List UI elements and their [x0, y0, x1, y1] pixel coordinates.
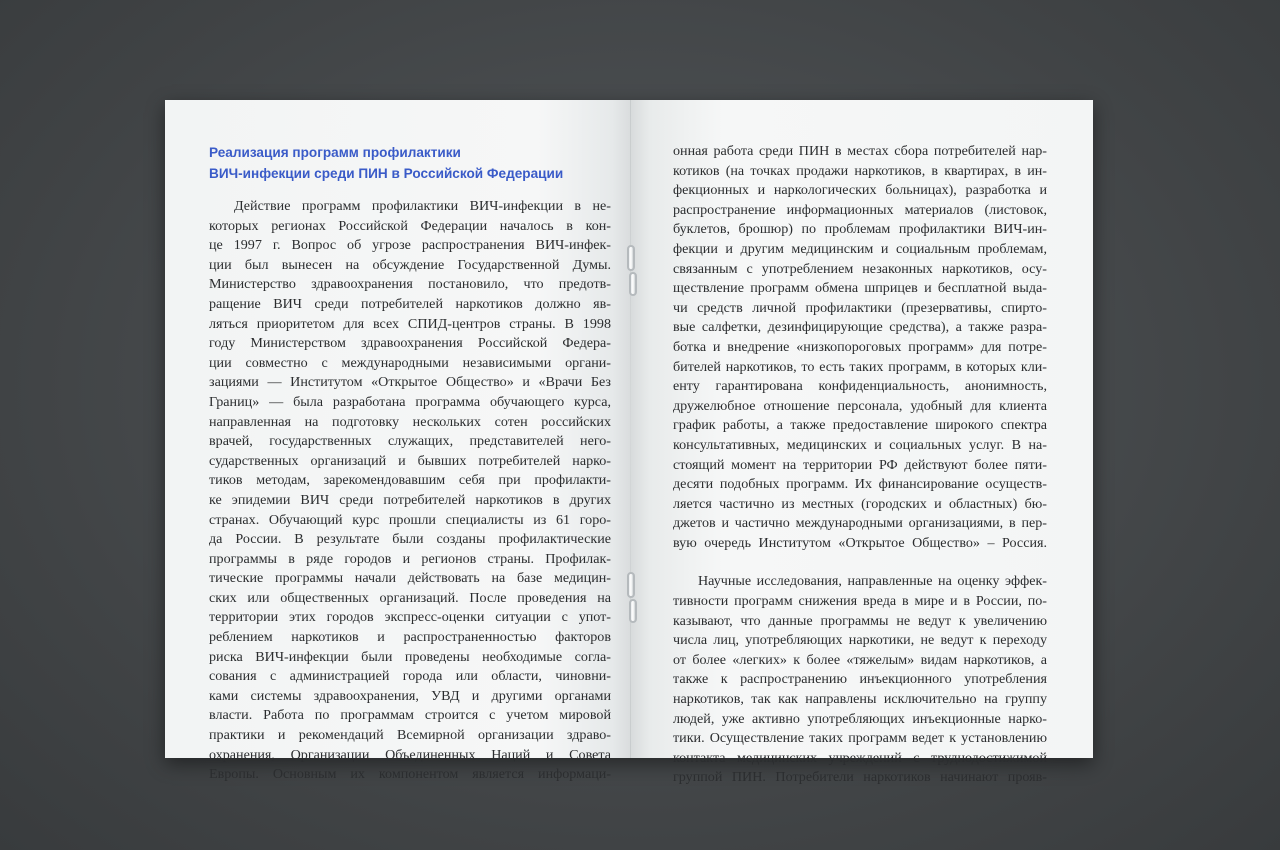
text-line: сования с администрацией города или области, чиновни- — [209, 668, 611, 685]
text-line: также к распространению инъекционного употребления — [673, 671, 1047, 688]
text-line: Границ» — была разработана программа обучающего курса, — [209, 393, 611, 410]
staple-top-upper — [627, 245, 635, 271]
text-line: людей, уже активно употребляющих инъекционные нарко- — [673, 710, 1047, 727]
text-line: ками системы здравоохранения, УВД и другими органами — [209, 687, 611, 704]
text-line: дружелюбное отношение персонала, удобный для клиента — [673, 397, 1047, 414]
text-line: сударственных организаций и бывших потребителей нарко- — [209, 452, 611, 469]
text-line: Министерство здравоохранения постановило, что предотв- — [209, 276, 611, 293]
text-line: распространение информационных материалов (листовок, — [673, 201, 1047, 218]
text-line: году Министерством здравоохранения Российской Федера- — [209, 335, 611, 352]
text-line: чи средств личной профилактики (презервативы, спирто- — [673, 299, 1047, 316]
text-line: практики и рекомендаций Всемирной организации здраво- — [209, 727, 611, 744]
text-line: странах. Обучающий курс прошли специалисты из 61 горо- — [209, 511, 611, 528]
text-line: реблением наркотиков и распространенностью факторов — [209, 629, 611, 646]
text-line: вую очередь Институтом «Открытое Общество» – Россия. — [673, 534, 1047, 551]
text-line: десяти подобных программ. Их финансирование осуществ- — [673, 476, 1047, 493]
text-line: ляется частично из местных (городских и областных) бю- — [673, 495, 1047, 512]
paragraph-gap — [673, 553, 1047, 572]
heading-line-1: Реализация программ профилактики — [209, 145, 461, 160]
text-line: власти. Работа по программам строится с учетом мировой — [209, 707, 611, 724]
text-line: казывают, что данные программы не ведут к увеличению — [673, 612, 1047, 629]
text-line: онная работа среди ПИН в местах сбора потребителей нар- — [673, 143, 1047, 159]
text-line: це 1997 г. Вопрос об угрозе распространения ВИЧ-инфек- — [209, 237, 611, 254]
text-line: риска ВИЧ-инфекции были проведены необходимые согла- — [209, 648, 611, 665]
text-line: Европы. Основным их компонентом является информаци- — [209, 766, 611, 783]
text-line: котиков (на точках продажи наркотиков, в квартирах, в ин- — [673, 162, 1047, 179]
left-page — [165, 100, 631, 783]
text-line: ции совместно с международными независимыми органи- — [209, 354, 611, 371]
text-line: стоящий момент на территории РФ действуют более пяти- — [673, 456, 1047, 473]
text-line: направленная на подготовку нескольких сотен российских — [209, 413, 611, 430]
text-line: джетов и частично международными организациями, в пер- — [673, 515, 1047, 532]
text-line: тические программы начали действовать на базе медицин- — [209, 570, 611, 587]
text-line: тиков методам, зарекомендовавшим себя при профилакти- — [209, 472, 611, 489]
text-line: буклетов, брошюр) по проблемам профилактики ВИЧ-ин- — [673, 221, 1047, 238]
text-line: охранения, Организации Объединенных Наций и Совета — [209, 746, 611, 763]
text-line: фекции и другим медицинским и социальным проблемам, — [673, 240, 1047, 257]
text-line: ции был вынесен на обсуждение Государственной Думы. — [209, 256, 611, 273]
section-heading — [209, 142, 611, 184]
text-line: территории этих городов экспресс-оценки ситуации с упот- — [209, 609, 611, 626]
text-line: связанным с употреблением незаконных наркотиков, осу- — [673, 260, 1047, 277]
text-line: енту гарантирована конфиденциальность, анонимность, — [673, 378, 1047, 395]
text-line: группой ПИН. Потребители наркотиков начинают прояв- — [673, 769, 1047, 786]
text-line: ляться приоритетом для всех СПИД-центров страны. В 1998 — [209, 315, 611, 332]
text-line: ских или общественных организаций. После проведения на — [209, 589, 611, 606]
text-line: Действие программ профилактики ВИЧ-инфекции в не- — [234, 198, 611, 214]
text-line: числа лиц, употребляющих наркотики, не ведут к переходу — [673, 632, 1047, 649]
text-line: тики. Осуществление таких программ ведет к установлению — [673, 730, 1047, 747]
text-line: зациями — Институтом «Открытое Общество» и «Врачи Без — [209, 374, 611, 391]
open-booklet — [165, 100, 1093, 786]
text-line: Научные исследования, направленные на оценку эффек- — [698, 573, 1047, 590]
text-line: наркотиков, так как направлены исключительно на группу — [673, 691, 1047, 708]
right-paragraph-1 — [673, 142, 1047, 553]
staple-bottom-upper — [627, 572, 635, 598]
text-line: ке эпидемии ВИЧ среди потребителей наркотиков в других — [209, 491, 611, 508]
text-line: ботка и внедрение «низкопороговых программ» для потре- — [673, 338, 1047, 355]
right-page — [631, 100, 1093, 786]
text-line: врачей, государственных служащих, представителей него- — [209, 433, 611, 450]
heading-line-2: ВИЧ-инфекции среди ПИН в Российской Федерации — [209, 166, 564, 181]
text-line: консультативных, медицинских и социальных услуг. В на- — [673, 436, 1047, 453]
text-line: график работы, а также предоставление широкого спектра — [673, 417, 1047, 434]
text-line: ществление программ обмена шприцев и бесплатной выда- — [673, 280, 1047, 297]
text-line: которых регионах Российской Федерации началось в кон- — [209, 217, 611, 234]
text-line: фекционных и наркологических больницах), разработка и — [673, 182, 1047, 199]
text-line: от более «легких» к более «тяжелым» видам наркотиков, а — [673, 651, 1047, 668]
text-line: да России. В результате были созданы профилактические — [209, 531, 611, 548]
left-body-text — [209, 197, 611, 785]
staple-bottom-lower — [629, 599, 637, 623]
right-paragraph-2 — [673, 572, 1047, 788]
text-line: контакта медицинских учреждений с труднодостижимой — [673, 749, 1047, 766]
text-line: вые салфетки, дезинфицирующие средства), а также разра- — [673, 319, 1047, 336]
text-line: ращение ВИЧ среди потребителей наркотиков должно яв- — [209, 295, 611, 312]
text-line: бителей наркотиков, то есть таких программ, в которых кли- — [673, 358, 1047, 375]
text-line: программы в ряде городов и регионов страны. Профилак- — [209, 550, 611, 567]
staple-top-lower — [629, 272, 637, 296]
text-line: тивности программ снижения вреда в мире и в России, по- — [673, 593, 1047, 610]
